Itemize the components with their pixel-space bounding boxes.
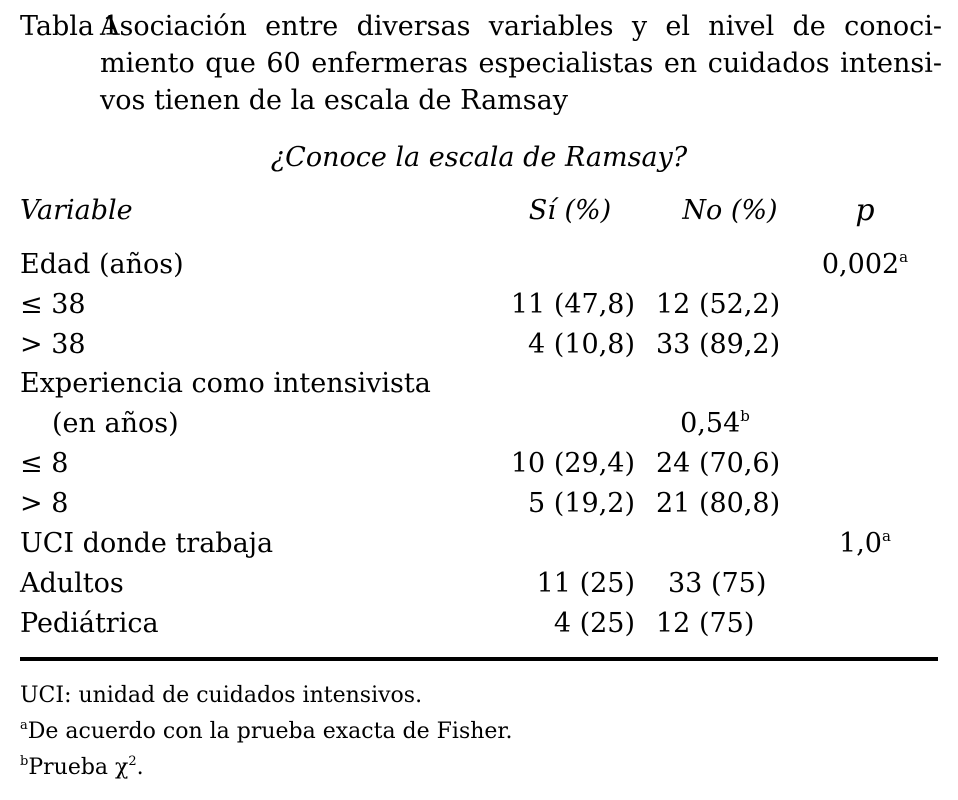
- row-variable: > 38: [20, 329, 86, 360]
- header-no: No (%): [682, 195, 778, 226]
- footnote-uci: UCI: unidad de cuidados intensivos.: [20, 683, 423, 708]
- footnote-marker: b: [740, 407, 750, 425]
- row-variable: (en años): [52, 408, 179, 439]
- header-p: p: [855, 193, 875, 228]
- table-row-en-anos: [20, 404, 942, 444]
- table-bottom-rule: [20, 657, 938, 661]
- p-value: 1,0: [839, 528, 882, 559]
- caption-title-part-2: miento que 60 enfermeras especialistas en cuidados intensi-: [100, 48, 942, 79]
- footnote-b-exponent: 2: [128, 754, 137, 769]
- footnote-a-text: De acuerdo con la prueba exacta de Fisher.: [27, 719, 513, 744]
- caption-title-part-1: Asociación entre diversas variables y el nivel de conoci-: [100, 11, 942, 42]
- header-variable: Variable: [20, 195, 133, 226]
- table-row-edad-le-38: [20, 285, 942, 325]
- row-variable: Adultos: [20, 568, 124, 599]
- row-p: [800, 524, 930, 564]
- footnote-b-marker: b: [20, 754, 29, 769]
- row-no: 24 (70,6): [656, 448, 781, 479]
- table-row-experiencia: [20, 364, 942, 404]
- caption-label: Tabla 1: [20, 11, 120, 42]
- header-si: Sí (%): [528, 195, 612, 226]
- caption-title-part-3: vos tienen de la escala de Ramsay: [100, 85, 568, 116]
- row-no: 21 (80,8): [656, 488, 781, 519]
- row-no: 33 (75): [668, 568, 767, 599]
- table-row-adultos: [20, 564, 942, 604]
- row-si: 11 (25): [536, 568, 635, 599]
- footnote-b: [20, 750, 940, 786]
- row-si: 10 (29,4): [510, 448, 635, 479]
- footnote-a: [20, 714, 940, 750]
- p-value: 0,002: [821, 249, 900, 280]
- table-row-edad: [20, 245, 942, 285]
- table-row-edad-gt-38: [20, 325, 942, 365]
- row-variable: Experiencia como intensivista: [20, 368, 431, 399]
- row-si: 5 (19,2): [528, 488, 635, 519]
- footnote-a-marker: a: [20, 718, 28, 733]
- row-p: [800, 245, 930, 285]
- row-variable: ≤ 38: [20, 289, 86, 320]
- caption-line-1: [20, 8, 942, 45]
- row-si: 4 (10,8): [528, 329, 635, 360]
- row-variable: UCI donde trabaja: [20, 528, 274, 559]
- p-value: 0,54: [680, 408, 741, 439]
- footnote-b-text: Prueba χ: [28, 755, 129, 780]
- row-no: 12 (52,2): [656, 289, 781, 320]
- table-header-row: [20, 191, 942, 231]
- table-row-pediatrica: [20, 604, 942, 644]
- table-subtitle: ¿Conoce la escala de Ramsay?: [270, 142, 688, 173]
- row-variable: Pediátrica: [20, 608, 159, 639]
- row-variable: ≤ 8: [20, 448, 69, 479]
- table-caption: [20, 8, 942, 119]
- footnote-marker: a: [899, 248, 909, 266]
- row-no: 33 (89,2): [656, 329, 781, 360]
- footnote-marker: a: [882, 527, 891, 545]
- row-si: 4 (25): [553, 608, 635, 639]
- table-row-uci: [20, 524, 942, 564]
- row-no: 12 (75): [656, 608, 755, 639]
- row-variable: Edad (años): [20, 249, 184, 280]
- table-row-exp-gt-8: [20, 484, 942, 524]
- footnote-b-end: .: [136, 755, 144, 780]
- table-footnotes: [20, 678, 940, 786]
- row-si: 11 (47,8): [510, 289, 635, 320]
- row-no: [640, 404, 790, 444]
- table-row-exp-le-8: [20, 444, 942, 484]
- row-variable: > 8: [20, 488, 69, 519]
